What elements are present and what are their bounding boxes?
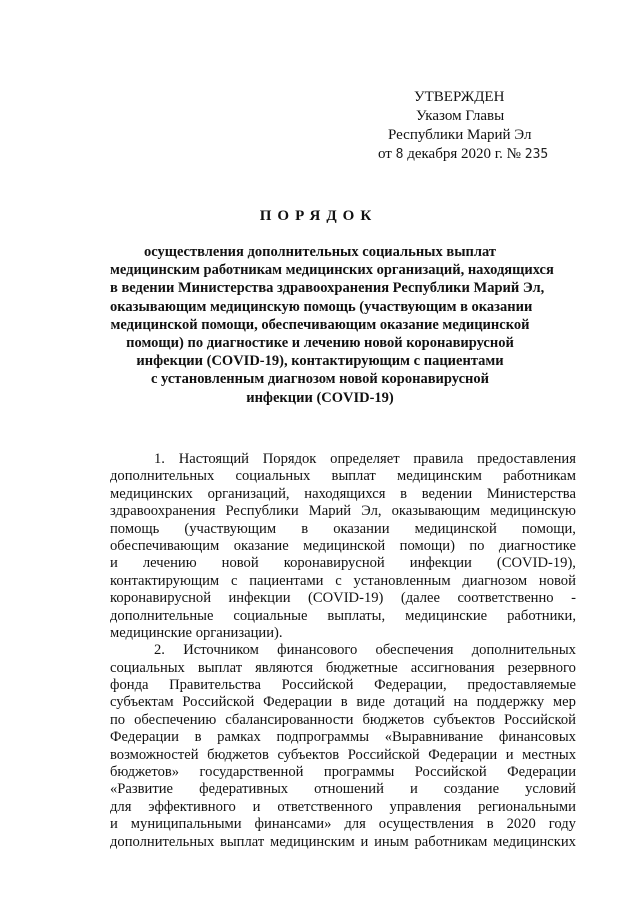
approval-decree: Указом Главы bbox=[416, 108, 505, 124]
body-line: для эффективного и ответственного управления региональными bbox=[110, 798, 576, 815]
body-line: «Развитие федеративных отношений и создание условий bbox=[110, 781, 576, 798]
body-line: обеспечивающим оказание медицинской помощи) по диагностике bbox=[110, 537, 576, 554]
body-line: помощь (участвующим в оказании медицинской помощи, bbox=[110, 520, 576, 537]
body-line: контактирующим с пациентами с установленным диагнозом новой bbox=[110, 572, 576, 589]
body-line: дополнительные социальные выплаты, медицинские работники, bbox=[110, 607, 576, 624]
body-line: социальных выплат являются бюджетные ассигнования резервного bbox=[110, 659, 576, 676]
subtitle-line: помощи) по диагностике и лечению новой коронавирусной bbox=[126, 335, 514, 352]
approval-date-line bbox=[372, 145, 602, 164]
body-line: медицинских организаций, находящихся в ведении Министерства bbox=[110, 485, 576, 502]
approval-stamp bbox=[372, 88, 602, 164]
body-line: по обеспечению сбалансированности бюджетов субъектов Российской bbox=[110, 711, 576, 728]
body-line: возможностей бюджетов субъектов Российской Федерации и местных bbox=[110, 746, 576, 763]
body-line: коронавирусной инфекции (COVID-19) (далее соответственно - bbox=[110, 590, 576, 607]
body-line: и лечению новой коронавирусной инфекции (COVID-19), bbox=[110, 555, 576, 572]
body-line: и муниципальными финансами» для осуществления в 2020 году bbox=[110, 816, 576, 833]
approval-number: 235 bbox=[524, 147, 549, 162]
body-line: здравоохранения Республики Марий Эл, оказывающим медицинскую bbox=[110, 503, 576, 520]
subtitle-line: в ведении Министерства здравоохранения Республики Марий Эл, bbox=[110, 280, 545, 297]
subtitle-line: осуществления дополнительных социальных выплат bbox=[143, 244, 497, 260]
approval-day: 8 bbox=[395, 147, 404, 162]
body-line: дополнительных социальных выплат медицинским работникам bbox=[110, 468, 576, 485]
subtitle-line: оказывающим медицинскую помощь (участвующим в оказании bbox=[110, 298, 533, 315]
subtitle-line: инфекции (COVID-19) bbox=[246, 389, 394, 406]
body-line: 2. Источником финансового обеспечения дополнительных bbox=[154, 642, 576, 659]
approval-republic: Республики Марий Эл bbox=[388, 127, 532, 143]
subtitle-line: с установленным диагнозом новой коронавирусной bbox=[151, 371, 489, 388]
body-line: дополнительных выплат медицинским и иным работникам медицинских bbox=[110, 833, 576, 850]
approval-date-prefix: от bbox=[378, 146, 392, 162]
document-title: ПОРЯДОК bbox=[259, 208, 378, 224]
approval-title: УТВЕРЖДЕН bbox=[414, 89, 505, 105]
body-line: 1. Настоящий Порядок определяет правила предоставления bbox=[154, 451, 576, 467]
subtitle-line: медицинской помощи, обеспечивающим оказание медицинской bbox=[110, 316, 530, 333]
subtitle-line: инфекции (COVID-19), контактирующим с пациентами bbox=[136, 353, 504, 370]
subtitle-line: медицинским работникам медицинских организаций, находящихся bbox=[110, 262, 554, 279]
document-body bbox=[110, 451, 576, 851]
approval-month-year: декабря 2020 г. № bbox=[407, 146, 521, 162]
body-line: бюджетов» государственной программы Российской Федерации bbox=[110, 764, 576, 781]
document-subtitle bbox=[110, 243, 554, 407]
body-line: субъектам Российской Федерации в виде дотаций на поддержку мер bbox=[110, 694, 576, 711]
body-line: Федерации в рамках подпрограммы «Выравнивание финансовых bbox=[110, 729, 576, 746]
body-line: медицинские организации). bbox=[110, 624, 283, 641]
body-line: фонда Правительства Российской Федерации, предоставляемые bbox=[110, 677, 576, 694]
